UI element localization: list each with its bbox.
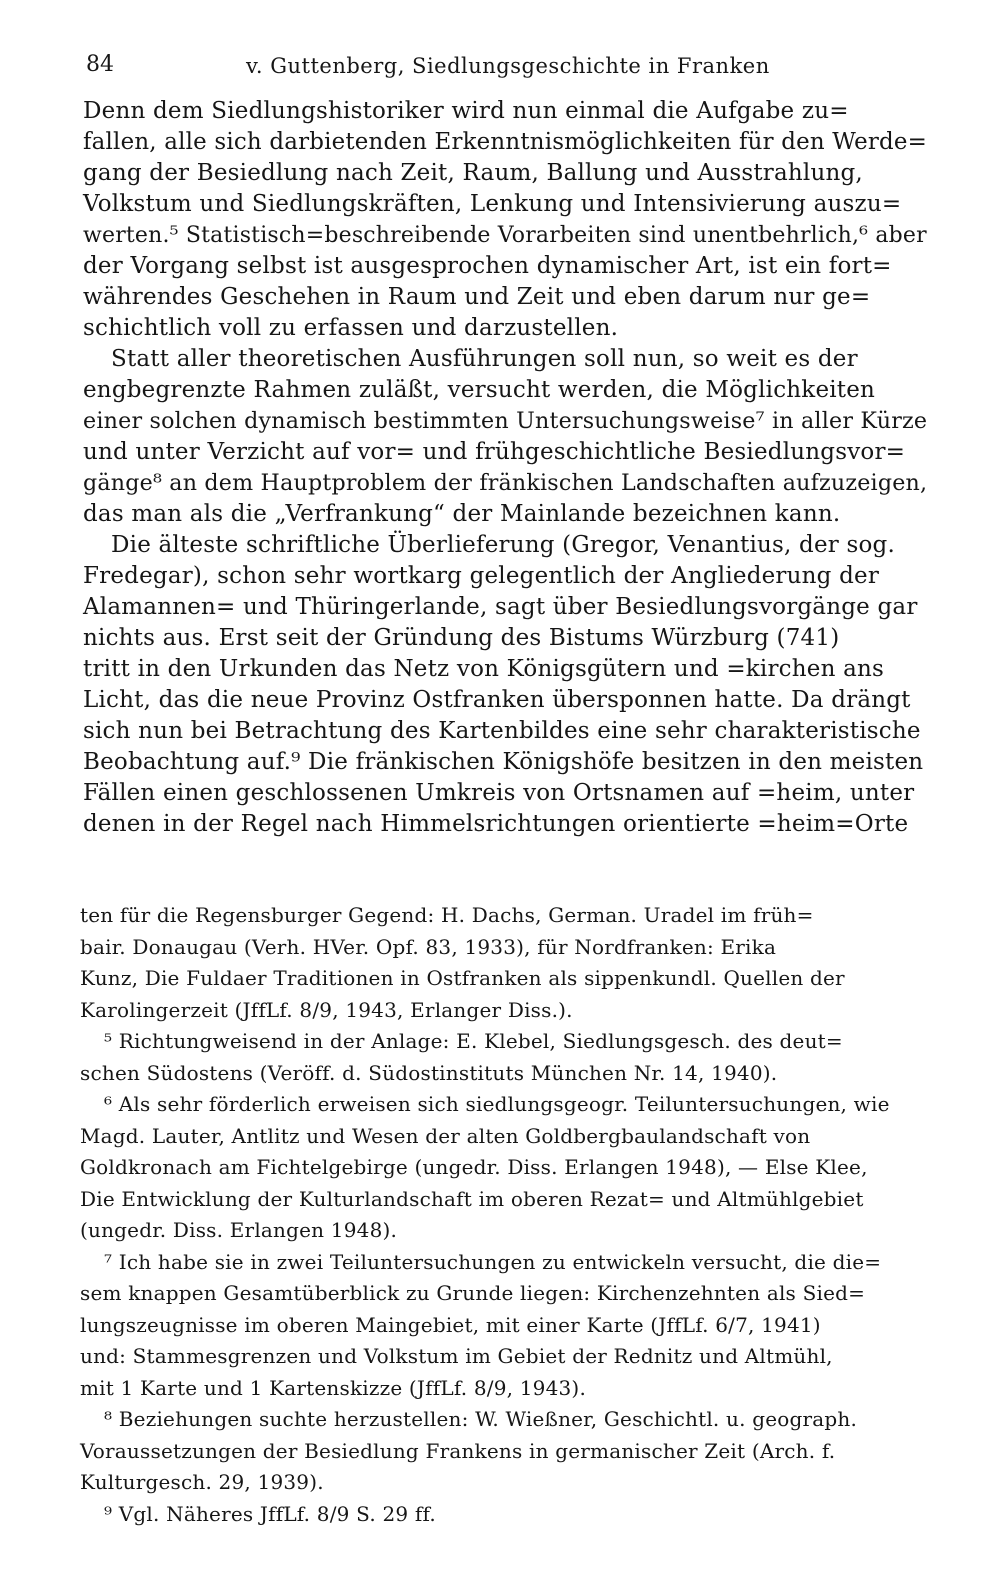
footnote-line: sem knappen Gesamtüberblick zu Grunde liegen: Kirchenzehnten als Sied=	[80, 1281, 866, 1305]
page-header	[86, 52, 940, 92]
body-line: fallen, alle sich darbietenden Erkenntnismöglichkeiten für den Werde=	[83, 129, 928, 155]
footnote-line: schen Südostens (Veröff. d. Südostinstituts München Nr. 14, 1940).	[80, 1060, 778, 1085]
body-line: Volkstum und Siedlungskräften, Lenkung und Intensivierung auszu=	[83, 191, 902, 217]
body-line: werten.⁵ Statistisch=beschreibende Vorarbeiten sind unentbehrlich,⁶ aber	[83, 223, 927, 248]
footnote-5-start: ⁵ Richtungweisend in der Anlage: E. Klebel, Siedlungsgesch. des deut=	[104, 1029, 843, 1053]
body-line: nichts aus. Erst seit der Gründung des Bistums Würzburg (741)	[83, 625, 840, 651]
body-line: Fredegar), schon sehr wortkarg gelegentlich der Angliederung der	[83, 563, 880, 589]
page-number: 84	[86, 52, 114, 77]
body-line: Licht, das die neue Provinz Ostfranken übersponnen hatte. Da drängt	[83, 687, 911, 713]
paragraph-start-line: Statt aller theoretischen Ausführungen soll nun, so weit es der	[111, 346, 858, 372]
footnote-line: Voraussetzungen der Besiedlung Frankens in germanischer Zeit (Arch. f.	[80, 1438, 836, 1463]
footnote-line: Die Entwicklung der Kulturlandschaft im oberen Rezat= und Altmühlgebiet	[80, 1186, 864, 1211]
body-line: denen in der Regel nach Himmelsrichtungen orientierte =heim=Orte	[83, 811, 909, 837]
body-line: Denn dem Siedlungshistoriker wird nun einmal die Aufgabe zu=	[83, 98, 849, 124]
footnote-line: und: Stammesgrenzen und Volkstum im Gebiet der Rednitz und Altmühl,	[80, 1344, 833, 1368]
footnote-line: Goldkronach am Fichtelgebirge (ungedr. Diss. Erlangen 1948), — Else Klee,	[80, 1155, 868, 1179]
body-line: und unter Verzicht auf vor= und frühgeschichtliche Besiedlungsvor=	[83, 439, 906, 465]
footnote-line: Kunz, Die Fuldaer Traditionen in Ostfranken als sippenkundl. Quellen der	[80, 966, 845, 990]
body-line: einer solchen dynamisch bestimmten Untersuchungsweise⁷ in aller Kürze	[83, 408, 928, 434]
body-line: der Vorgang selbst ist ausgesprochen dynamischer Art, ist ein fort=	[83, 253, 892, 279]
footnote-line: lungszeugnisse im oberen Maingebiet, mit einer Karte (JffLf. 6/7, 1941)	[80, 1312, 821, 1337]
footnote-line: mit 1 Karte und 1 Kartenskizze (JffLf. 8/9, 1943).	[80, 1375, 586, 1400]
body-line: Alamannen= und Thüringerlande, sagt über Besiedlungsvorgänge gar	[83, 594, 918, 620]
paragraph-start-line: Die älteste schriftliche Überlieferung (Gregor, Venantius, der sog.	[111, 532, 895, 558]
running-title: v. Guttenberg, Siedlungsgeschichte in Franken	[246, 54, 770, 78]
footnote-line: ten für die Regensburger Gegend: H. Dachs, German. Uradel im früh=	[80, 903, 814, 927]
body-line: engbegrenzte Rahmen zuläßt, versucht werden, die Möglichkeiten	[83, 377, 876, 403]
footnote-line: Karolingerzeit (JffLf. 8/9, 1943, Erlanger Diss.).	[80, 997, 573, 1022]
body-text	[83, 96, 927, 840]
footnote-8-start: ⁸ Beziehungen suchte herzustellen: W. Wießner, Geschichtl. u. geograph.	[104, 1407, 858, 1431]
footnote-7-start: ⁷ Ich habe sie in zwei Teiluntersuchungen zu entwickeln versucht, die die=	[104, 1249, 882, 1274]
footnote-line: Kulturgesch. 29, 1939).	[80, 1470, 324, 1494]
footnote-line: bair. Donaugau (Verh. HVer. Opf. 83, 1933), für Nordfranken: Erika	[80, 934, 777, 959]
body-line: Fällen einen geschlossenen Umkreis von Ortsnamen auf =heim, unter	[83, 780, 915, 806]
footnote-line: Magd. Lauter, Antlitz und Wesen der alten Goldbergbaulandschaft von	[80, 1123, 811, 1148]
body-line: Beobachtung auf.⁹ Die fränkischen Königshöfe besitzen in den meisten	[83, 749, 924, 775]
body-line: gang der Besiedlung nach Zeit, Raum, Ballung und Ausstrahlung,	[83, 160, 863, 186]
footnote-line: (ungedr. Diss. Erlangen 1948).	[80, 1218, 398, 1242]
body-line: sich nun bei Betrachtung des Kartenbildes eine sehr charakteristische	[83, 718, 921, 744]
body-line: schichtlich voll zu erfassen und darzustellen.	[83, 315, 619, 341]
body-line: gänge⁸ an dem Hauptproblem der fränkischen Landschaften aufzuzeigen,	[83, 470, 928, 496]
footnotes	[80, 900, 932, 1530]
footnote-9-start: ⁹ Vgl. Näheres JffLf. 8/9 S. 29 ff.	[104, 1501, 436, 1526]
footnote-6-start: ⁶ Als sehr förderlich erweisen sich siedlungsgeogr. Teiluntersuchungen, wie	[104, 1092, 890, 1116]
body-line: tritt in den Urkunden das Netz von Königsgütern und =kirchen ans	[83, 656, 885, 682]
body-line: das man als die „Verfrankung“ der Mainlande bezeichnen kann.	[83, 501, 841, 527]
body-line: währendes Geschehen in Raum und Zeit und eben darum nur ge=	[83, 284, 871, 310]
